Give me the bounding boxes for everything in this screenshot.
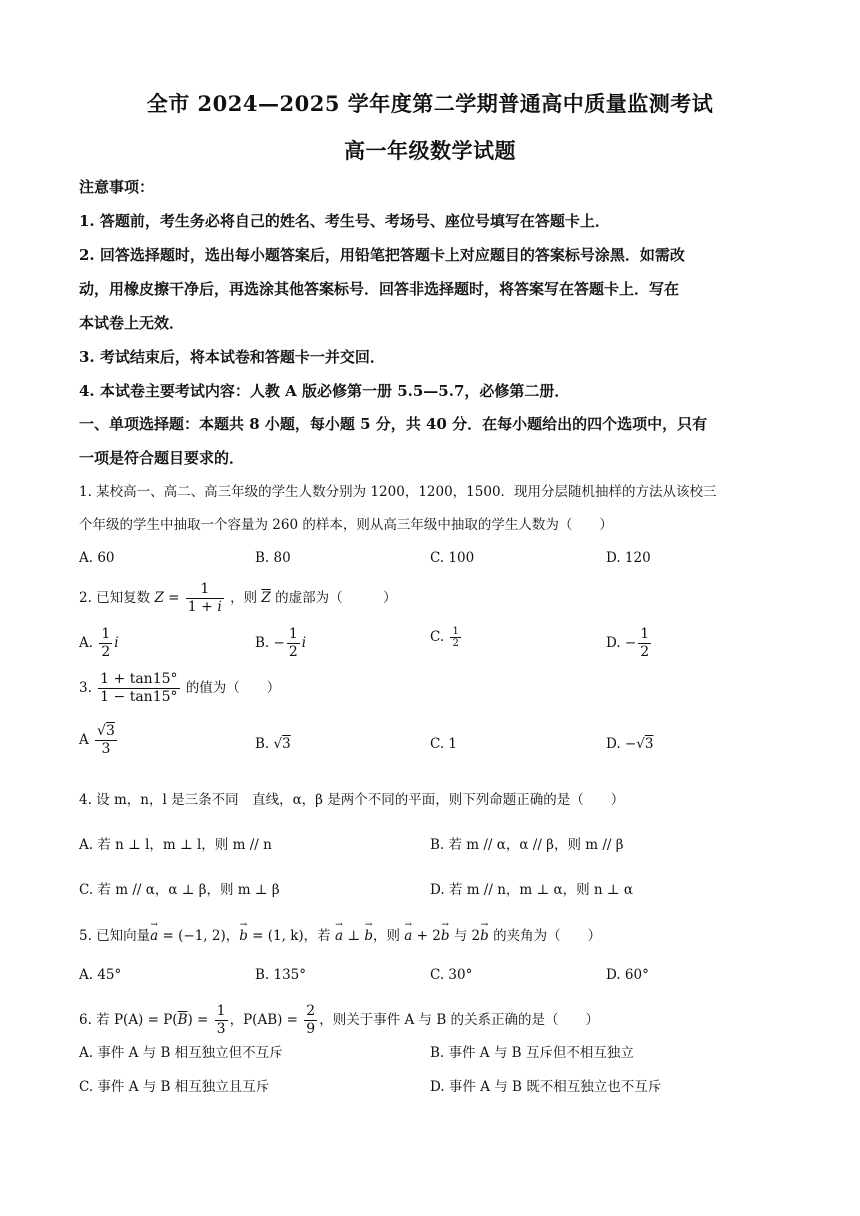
- question-2-option-d: D. − $\frac{1}{2}$: [606, 626, 650, 660]
- question-2-stem: 2. 已知复数 Z = $\frac{1}{1 + i}$ ，则 $\overline{Z}$ 的虚部为（ ）: [79, 581, 397, 615]
- question-2-option-c: C. $\frac{1}{2}$: [430, 626, 459, 649]
- question-3-option-b: B. √3: [255, 736, 291, 752]
- note-2-line-3: 本试卷上无效．: [79, 314, 185, 332]
- tan-fraction: $\frac{1 + \tan 15^\circ}{1 - \tan 15^\circ}$: [100, 671, 178, 705]
- question-1-option-d: D. 120: [606, 550, 651, 566]
- question-4-stem: 4. 设 m，n，l 是三条不同 直线，α，β 是两个不同的平面，则下列命题正确的是（ ）: [79, 792, 625, 808]
- complex-fraction: $\frac{1}{1 + i}$: [187, 581, 222, 615]
- question-4-option-c: C. 若 m // α，α ⊥ β，则 m ⊥ β: [79, 882, 280, 898]
- question-2-option-b: B. − $\frac{1}{2}$ i: [255, 626, 307, 660]
- question-5-option-d: D. 60°: [606, 967, 649, 983]
- question-6-stem: 6. 若 $P(A) = P(\overline{B})$ = $\frac{1}{3}$ ，P(AB) = $\frac{2}{9}$ ，则关于事件 A 与 B 的关系正确的是（ ）: [79, 1003, 600, 1037]
- question-6-option-d: D. 事件 A 与 B 既不相互独立也不互斥: [430, 1079, 662, 1095]
- note-2-line-1: 2. 回答选择题时，选出每小题答案后，用铅笔把答题卡上对应题目的答案标号涂黑．如需改: [79, 246, 685, 264]
- exam-title: 全市 2024—2025 学年度第二学期普通高中质量监测考试: [146, 91, 714, 116]
- question-1-option-a: A. 60: [79, 550, 115, 566]
- note-3: 3. 考试结束后，将本试卷和答题卡一并交回．: [79, 348, 385, 366]
- question-5-option-a: A. 45°: [79, 967, 122, 983]
- question-5-option-c: C. 30°: [430, 967, 473, 983]
- question-2-prefix: 2. 已知复数: [79, 590, 151, 606]
- question-3-option-c: C. 1: [430, 736, 458, 752]
- question-1-option-c: C. 100: [430, 550, 475, 566]
- note-2-line-2: 动，用橡皮擦干净后，再选涂其他答案标号．回答非选择题时，将答案写在答题卡上．写在: [79, 280, 680, 298]
- question-3-option-d: D. −√3: [606, 736, 654, 752]
- notes-heading: 注意事项：: [79, 178, 155, 196]
- question-6-option-a: A. 事件 A 与 B 相互独立但不互斥: [79, 1045, 283, 1061]
- question-1-stem-line-1: 1. 某校高一、高二、高三年级的学生人数分别为 1200，1200，1500．现用分层随机抽样的方法从该校三: [79, 484, 717, 500]
- question-2-option-a: A. $\frac{1}{2}$ i: [79, 626, 119, 660]
- section-1-heading-line-1: 一、单项选择题：本题共 8 小题，每小题 5 分，共 40 分．在每小题给出的四个选项中，只有: [79, 415, 708, 433]
- question-1-option-b: B. 80: [255, 550, 291, 566]
- note-1: 1. 答题前，考生务必将自己的姓名、考生号、考场号、座位号填写在答题卡上．: [79, 212, 610, 230]
- question-6-option-c: C. 事件 A 与 B 相互独立且互斥: [79, 1079, 270, 1095]
- section-1-heading-line-2: 一项是符合题目要求的．: [79, 449, 245, 467]
- question-4-option-b: B. 若 m // α，α // β，则 m // β: [430, 837, 624, 853]
- question-5-stem: 5. 已知向量→ a = (−1, 2)，→ b = (1, k)，若 → a ⊥ → b，则 → a + 2→ b 与 2→ b 的夹角为（ ）: [79, 926, 601, 946]
- exam-subtitle: 高一年级数学试题: [344, 138, 516, 163]
- question-4-option-d: D. 若 m // n，m ⊥ α，则 n ⊥ α: [430, 882, 633, 898]
- note-4: 4. 本试卷主要考试内容：人教 A 版必修第一册 5.5—5.7，必修第二册．: [79, 382, 570, 400]
- question-3-stem: 3. $\frac{1 + \tan 15^\circ}{1 - \tan 15^\circ}$ 的值为（ ）: [79, 671, 281, 705]
- question-5-option-b: B. 135°: [255, 967, 307, 983]
- question-4-option-a: A. 若 n ⊥ l，m ⊥ l，则 m // n: [79, 837, 272, 853]
- question-1-stem-line-2: 个年级的学生中抽取一个容量为 260 的样本，则从高三年级中抽取的学生人数为（ ）: [79, 517, 613, 533]
- question-3-option-a: A $\frac{√3}{3}$: [79, 723, 115, 757]
- question-6-option-b: B. 事件 A 与 B 互斥但不相互独立: [430, 1045, 634, 1061]
